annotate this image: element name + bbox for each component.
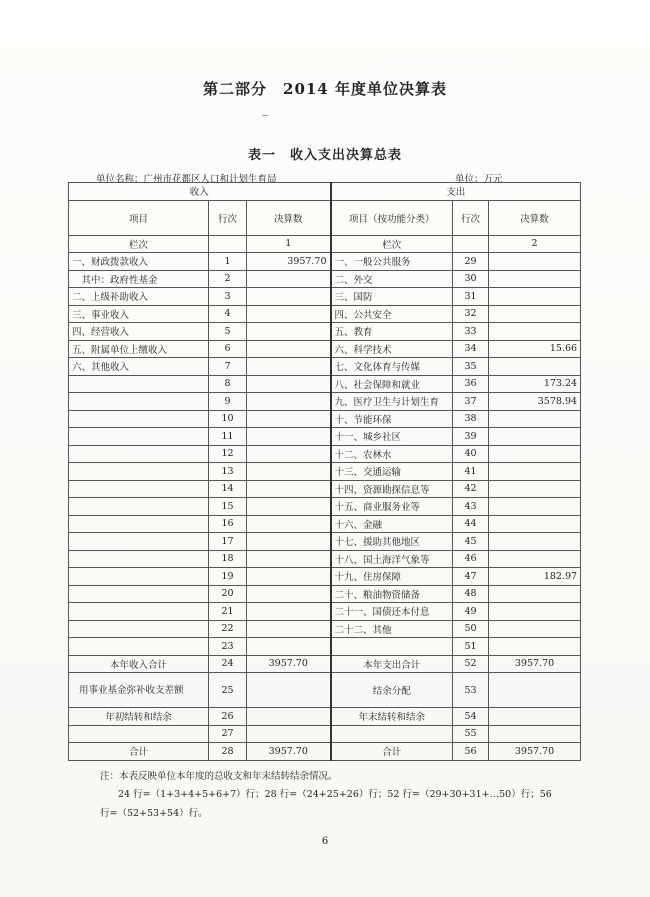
table-row: [69, 498, 581, 516]
income-item: 三、事业收入: [69, 305, 209, 323]
table-row: [69, 725, 581, 743]
income-item: 一、财政拨款收入: [69, 253, 209, 271]
expense-row-no: 47: [453, 568, 489, 586]
document-title: 第二部分 2014 年度单位决算表: [203, 80, 447, 98]
table-row: [69, 480, 581, 498]
expense-amount: [489, 585, 581, 603]
lanci-row: [69, 235, 581, 253]
table-row: [69, 603, 581, 621]
income-item: 本年收入合计: [69, 655, 209, 673]
expense-row-no: 52: [453, 655, 489, 673]
income-row-no: 21: [209, 603, 247, 621]
expense-row-no: 55: [453, 725, 489, 743]
expense-amount: 15.66: [489, 340, 581, 358]
income-amount: [247, 288, 331, 306]
table-row: [69, 655, 581, 673]
expense-item: 本年支出合计: [331, 655, 453, 673]
income-amount: [247, 463, 331, 481]
table-row: [69, 375, 581, 393]
empty-cell: [209, 235, 247, 253]
expense-row-no: 43: [453, 498, 489, 516]
income-item: [69, 585, 209, 603]
lanci-label: 栏次: [69, 235, 209, 253]
income-item: [69, 603, 209, 621]
expense-amount: 182.97: [489, 568, 581, 586]
expense-amount: [489, 445, 581, 463]
expense-amount: 173.24: [489, 375, 581, 393]
income-item: [69, 480, 209, 498]
income-item: [69, 498, 209, 516]
expense-item: 二十、粮油物资储备: [331, 585, 453, 603]
lanci-col1: 1: [247, 235, 331, 253]
expense-amount: [489, 498, 581, 516]
expense-amount: [489, 515, 581, 533]
income-amount: [247, 550, 331, 568]
income-item: [69, 445, 209, 463]
income-row-no: 28: [209, 743, 247, 761]
income-row-no: 20: [209, 585, 247, 603]
expense-row-no: 37: [453, 393, 489, 411]
expense-row-no: 36: [453, 375, 489, 393]
expense-row-no: 44: [453, 515, 489, 533]
expense-amount: [489, 270, 581, 288]
income-row-no: 16: [209, 515, 247, 533]
income-row-no: 25: [209, 673, 247, 708]
expense-item: [331, 638, 453, 656]
income-amount: [247, 480, 331, 498]
expense-amount: [489, 533, 581, 551]
income-row-no: 17: [209, 533, 247, 551]
table-row: [69, 638, 581, 656]
income-item: [69, 375, 209, 393]
expense-item: 一、一般公共服务: [331, 253, 453, 271]
income-item: 其中：政府性基金: [69, 270, 209, 288]
expense-amount: [489, 463, 581, 481]
income-amount: 3957.70: [247, 253, 331, 271]
col-item-func: 项目（按功能分类）: [331, 200, 453, 235]
income-row-no: 24: [209, 655, 247, 673]
unit-label: 单位：万元: [455, 174, 503, 185]
income-amount: [247, 340, 331, 358]
expense-amount: [489, 428, 581, 446]
expense-row-no: 38: [453, 410, 489, 428]
income-row-no: 23: [209, 638, 247, 656]
income-item: 合计: [69, 743, 209, 761]
income-amount: 3957.70: [247, 655, 331, 673]
expense-amount: [489, 673, 581, 708]
col-amount: 决算数: [247, 200, 331, 235]
column-header-row: [69, 200, 581, 235]
expense-item: 八、社会保障和就业: [331, 375, 453, 393]
table-row: [69, 620, 581, 638]
expense-amount: [489, 410, 581, 428]
income-row-no: 9: [209, 393, 247, 411]
table-row: [69, 673, 581, 708]
table-row: [69, 253, 581, 271]
expense-amount: 3957.70: [489, 743, 581, 761]
income-row-no: 7: [209, 358, 247, 376]
expense-row-no: 53: [453, 673, 489, 708]
income-row-no: 13: [209, 463, 247, 481]
expense-row-no: 48: [453, 585, 489, 603]
table-row: [69, 288, 581, 306]
expense-row-no: 35: [453, 358, 489, 376]
income-amount: [247, 673, 331, 708]
expense-amount: [489, 603, 581, 621]
expense-item: 十、节能环保: [331, 410, 453, 428]
income-item: [69, 620, 209, 638]
income-item: 五、附属单位上缴收入: [69, 340, 209, 358]
expense-item: 十一、城乡社区: [331, 428, 453, 446]
table-row: [69, 358, 581, 376]
income-item: [69, 410, 209, 428]
income-amount: [247, 708, 331, 726]
income-row-no: 11: [209, 428, 247, 446]
expense-item: 二十二、其他: [331, 620, 453, 638]
table-row: [69, 323, 581, 341]
income-item: [69, 393, 209, 411]
income-amount: [247, 603, 331, 621]
expense-item: 十九、住房保障: [331, 568, 453, 586]
expense-row-no: 50: [453, 620, 489, 638]
income-row-no: 14: [209, 480, 247, 498]
expense-item: 十三、交通运输: [331, 463, 453, 481]
expense-row-no: 46: [453, 550, 489, 568]
expense-header: 支出: [331, 183, 581, 201]
expense-amount: 3578.94: [489, 393, 581, 411]
expense-row-no: 42: [453, 480, 489, 498]
income-amount: [247, 515, 331, 533]
income-item: 年初结转和结余: [69, 708, 209, 726]
income-item: [69, 428, 209, 446]
empty-cell: [453, 235, 489, 253]
expense-amount: [489, 638, 581, 656]
expense-row-no: 34: [453, 340, 489, 358]
expense-item: 四、公共安全: [331, 305, 453, 323]
income-row-no: 15: [209, 498, 247, 516]
expense-item: 十二、农林水: [331, 445, 453, 463]
income-row-no: 3: [209, 288, 247, 306]
income-item: [69, 725, 209, 743]
table-row: [69, 270, 581, 288]
expense-row-no: 45: [453, 533, 489, 551]
income-amount: [247, 585, 331, 603]
income-row-no: 10: [209, 410, 247, 428]
table-row: [69, 533, 581, 551]
expense-item: 十八、国土海洋气象等: [331, 550, 453, 568]
table-row: [69, 340, 581, 358]
table-row: [69, 743, 581, 761]
expense-item: 十五、商业服务业等: [331, 498, 453, 516]
income-item: [69, 550, 209, 568]
expense-amount: [489, 708, 581, 726]
note-line-1: 注：本表反映单位本年度的总收支和年末结转结余情况。: [100, 771, 338, 782]
expense-row-no: 40: [453, 445, 489, 463]
section-header-row: [69, 183, 581, 201]
income-row-no: 12: [209, 445, 247, 463]
expense-row-no: 51: [453, 638, 489, 656]
expense-item: 二十一、国债还本付息: [331, 603, 453, 621]
table-row: [69, 393, 581, 411]
income-amount: [247, 638, 331, 656]
income-amount: [247, 358, 331, 376]
note-line-3: 行=（52+53+54）行。: [100, 808, 208, 819]
table-row: [69, 550, 581, 568]
income-row-no: 8: [209, 375, 247, 393]
income-row-no: 22: [209, 620, 247, 638]
table-row: [69, 463, 581, 481]
expense-row-no: 39: [453, 428, 489, 446]
table-title: 表一 收入支出决算总表: [247, 148, 402, 163]
income-amount: [247, 725, 331, 743]
expense-item: 十六、金融: [331, 515, 453, 533]
income-amount: [247, 375, 331, 393]
expense-amount: 3957.70: [489, 655, 581, 673]
expense-amount: [489, 323, 581, 341]
income-amount: [247, 305, 331, 323]
expense-item: 三、国防: [331, 288, 453, 306]
table-row: [69, 515, 581, 533]
income-row-no: 2: [209, 270, 247, 288]
table-row: [69, 428, 581, 446]
expense-amount: [489, 480, 581, 498]
table-row: [69, 305, 581, 323]
lanci-col2: 2: [489, 235, 581, 253]
expense-row-no: 49: [453, 603, 489, 621]
table-row: [69, 410, 581, 428]
table-row: [69, 568, 581, 586]
income-amount: [247, 410, 331, 428]
income-row-no: 26: [209, 708, 247, 726]
income-row-no: 19: [209, 568, 247, 586]
scan-mark: [262, 115, 268, 116]
income-amount: [247, 428, 331, 446]
income-amount: [247, 445, 331, 463]
expense-amount: [489, 620, 581, 638]
income-expense-table: [68, 182, 581, 761]
expense-amount: [489, 253, 581, 271]
col-row-no: 行次: [209, 200, 247, 235]
income-item: [69, 638, 209, 656]
lanci-label2: 栏次: [331, 235, 453, 253]
expense-row-no: 41: [453, 463, 489, 481]
expense-item: 七、文化体育与传媒: [331, 358, 453, 376]
income-row-no: 27: [209, 725, 247, 743]
income-item: [69, 463, 209, 481]
income-row-no: 1: [209, 253, 247, 271]
income-header: 收入: [69, 183, 331, 201]
income-item: [69, 515, 209, 533]
unit-name: 单位名称：广州市花都区人口和计划生育局: [96, 174, 277, 185]
page-number: 6: [321, 836, 329, 847]
note-line-2: 24 行=（1+3+4+5+6+7）行；28 行=（24+25+26）行；52 行=（29+30+31+…50）行；56: [118, 789, 552, 800]
income-item: 用事业基金弥补收支差额: [69, 673, 209, 708]
income-row-no: 4: [209, 305, 247, 323]
expense-amount: [489, 305, 581, 323]
expense-row-no: 56: [453, 743, 489, 761]
col-item: 项目: [69, 200, 209, 235]
income-row-no: 6: [209, 340, 247, 358]
expense-item: 十四、资源勘探信息等: [331, 480, 453, 498]
table-row: [69, 708, 581, 726]
expense-row-no: 30: [453, 270, 489, 288]
expense-row-no: 33: [453, 323, 489, 341]
income-amount: 3957.70: [247, 743, 331, 761]
expense-amount: [489, 358, 581, 376]
expense-item: 六、科学技术: [331, 340, 453, 358]
expense-row-no: 31: [453, 288, 489, 306]
income-amount: [247, 498, 331, 516]
table-row: [69, 445, 581, 463]
expense-item: [331, 725, 453, 743]
income-amount: [247, 393, 331, 411]
expense-item: 合计: [331, 743, 453, 761]
expense-amount: [489, 550, 581, 568]
income-row-no: 18: [209, 550, 247, 568]
income-item: [69, 568, 209, 586]
expense-row-no: 54: [453, 708, 489, 726]
expense-row-no: 29: [453, 253, 489, 271]
expense-item: 五、教育: [331, 323, 453, 341]
expense-row-no: 32: [453, 305, 489, 323]
expense-amount: [489, 725, 581, 743]
col-amount2: 决算数: [489, 200, 581, 235]
expense-item: 九、医疗卫生与计划生育: [331, 393, 453, 411]
income-amount: [247, 620, 331, 638]
income-item: 四、经营收入: [69, 323, 209, 341]
expense-item: 结余分配: [331, 673, 453, 708]
income-amount: [247, 568, 331, 586]
income-amount: [247, 533, 331, 551]
expense-item: 二、外交: [331, 270, 453, 288]
col-row-no2: 行次: [453, 200, 489, 235]
income-row-no: 5: [209, 323, 247, 341]
income-item: 六、其他收入: [69, 358, 209, 376]
income-amount: [247, 323, 331, 341]
expense-item: 十七、援助其他地区: [331, 533, 453, 551]
income-item: [69, 533, 209, 551]
expense-amount: [489, 288, 581, 306]
table-row: [69, 585, 581, 603]
expense-item: 年末结转和结余: [331, 708, 453, 726]
income-item: 二、上级补助收入: [69, 288, 209, 306]
income-amount: [247, 270, 331, 288]
